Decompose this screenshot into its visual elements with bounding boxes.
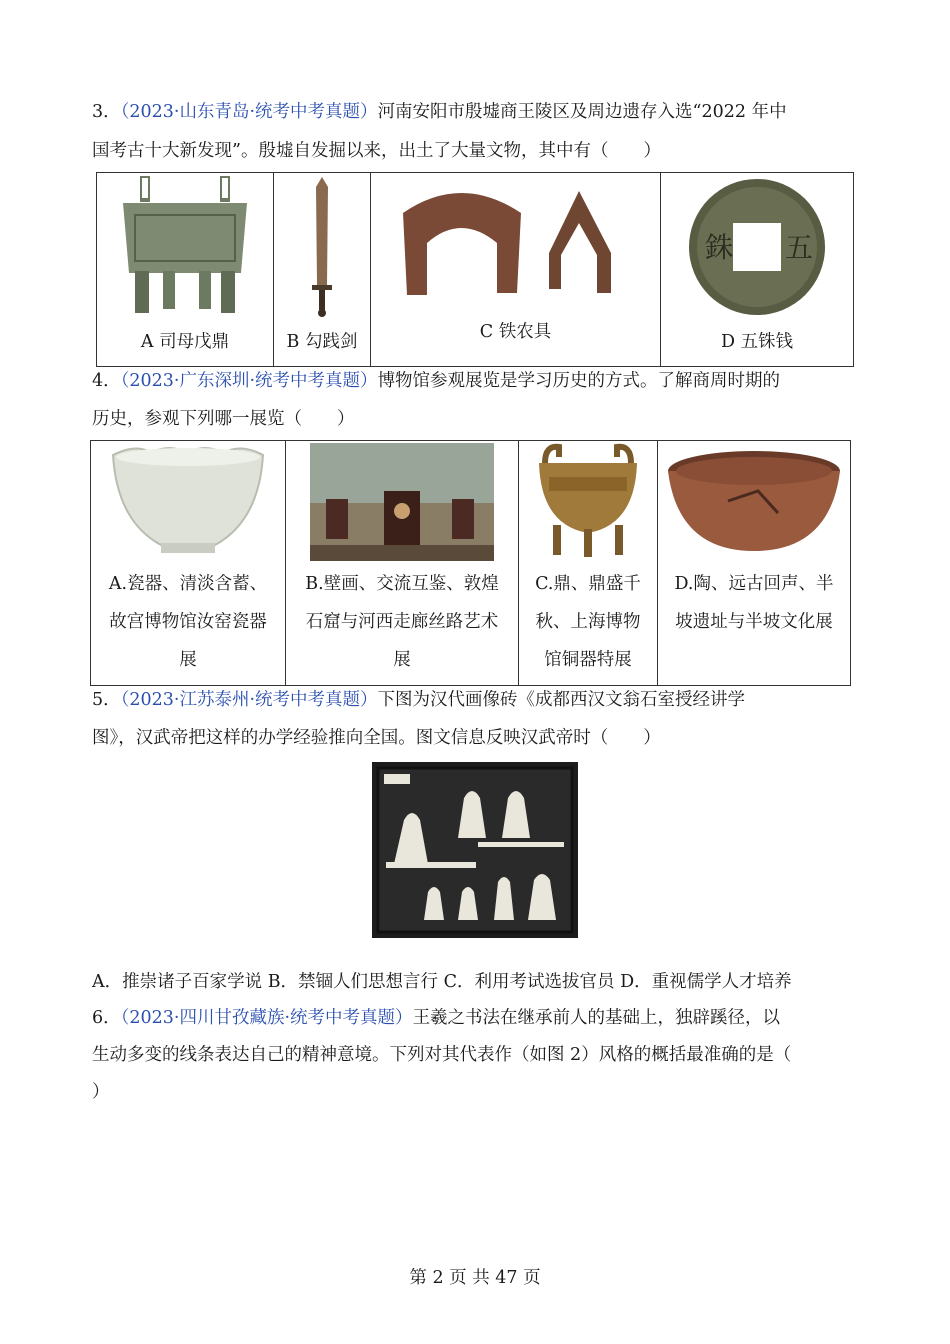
q4-source: （2023·广东深圳·统考中考真题） xyxy=(120,371,378,391)
q3-number: 3． xyxy=(92,102,121,122)
q5-source: （2023·江苏泰州·统考中考真题） xyxy=(120,690,378,710)
q4-option-a-line3: 展 xyxy=(179,650,197,670)
porcelain-bowl-icon xyxy=(91,441,285,565)
bronze-ding-icon xyxy=(97,173,273,323)
q4-stem-2: 历史，参观下列哪一展览（ ） xyxy=(92,409,355,429)
svg-text:五: 五 xyxy=(785,231,814,264)
page-footer: 第 2 页 共 47 页 xyxy=(409,1268,541,1288)
cave-murals-icon xyxy=(286,441,518,565)
q4-option-a-line2: 故宫博物馆汝窑瓷器 xyxy=(109,612,267,632)
q3-options-table xyxy=(96,172,854,367)
q4-option-b-line2: 石窟与河西走廊丝路艺术 xyxy=(305,612,499,632)
q3-option-b-label: B 勾践剑 xyxy=(286,332,358,352)
q3-option-d[interactable] xyxy=(661,173,854,367)
iron-tools-icon xyxy=(371,173,660,313)
q4-option-a-line1: A.瓷器、清淡含蓄、 xyxy=(108,574,268,594)
q4-option-d[interactable] xyxy=(658,441,851,686)
q3-option-c-label: C 铁农具 xyxy=(479,322,552,342)
q5-options[interactable]: A．推崇诸子百家学说 B．禁锢人们思想言行 C．利用考试选拔官员 D．重视儒学人才培养 xyxy=(92,972,792,992)
q3-option-a-label: A 司母戊鼎 xyxy=(140,332,230,352)
q4-option-b[interactable] xyxy=(286,441,519,686)
q3-stem-2: 国考古十大新发现”。殷墟自发掘以来，出土了大量文物，其中有（ ） xyxy=(92,141,661,161)
q4-option-c-line2: 秋、上海博物 xyxy=(535,612,641,632)
q6-stem-2: 生动多变的线条表达自己的精神意境。下列对其代表作（如图 2）风格的概括最准确的是（ xyxy=(92,1045,792,1065)
q4-option-c-line1: C.鼎、鼎盛千 xyxy=(535,574,641,594)
coin-icon xyxy=(661,173,853,323)
q4-stem-1: 博物馆参观展览是学习历史的方式。了解商周时期的 xyxy=(377,371,781,391)
q4-option-c[interactable] xyxy=(519,441,658,686)
q5-line1 xyxy=(92,688,745,712)
pottery-bowl-icon xyxy=(658,441,850,565)
q3-stem-1: 河南安阳市殷墟商王陵区及周边遗存入选“2022 年中 xyxy=(377,102,787,122)
q5-number: 5． xyxy=(92,690,121,710)
q3-option-b[interactable] xyxy=(274,173,371,367)
q5-figure xyxy=(368,758,582,942)
q3-source: （2023·山东青岛·统考中考真题） xyxy=(120,102,378,122)
q6-source: （2023·四川甘孜藏族·统考中考真题） xyxy=(120,1008,413,1028)
bronze-cauldron-icon xyxy=(519,441,657,565)
q3-line1 xyxy=(92,100,787,124)
q4-option-c-line3: 馆铜器特展 xyxy=(544,650,632,670)
q4-option-d-line2: 坡遗址与半坡文化展 xyxy=(675,612,833,632)
q6-stem-1: 王羲之书法在继承前人的基础上，独辟蹊径，以 xyxy=(412,1008,781,1028)
q3-option-d-label: D 五铢钱 xyxy=(720,332,794,352)
q6-line1 xyxy=(92,1006,780,1030)
q5-stem-2: 图》，汉武帝把这样的办学经验推向全国。图文信息反映汉武帝时（ ） xyxy=(92,728,661,748)
q4-option-d-line1: D.陶、远古回声、半 xyxy=(674,574,834,594)
q4-option-b-line3: 展 xyxy=(393,650,411,670)
q3-option-c[interactable] xyxy=(371,173,661,367)
q4-number: 4． xyxy=(92,371,121,391)
svg-text:銖: 銖 xyxy=(705,231,734,264)
q4-options-table xyxy=(90,440,851,686)
q6-number: 6． xyxy=(92,1008,121,1028)
sword-icon xyxy=(274,173,370,323)
han-brick-relief-icon xyxy=(368,758,582,942)
q3-option-a[interactable] xyxy=(97,173,274,367)
q5-stem-1: 下图为汉代画像砖《成都西汉文翁石室授经讲学 xyxy=(377,690,746,710)
q4-option-b-line1: B.壁画、交流互鉴、敦煌 xyxy=(305,574,499,594)
q6-stem-3: ） xyxy=(92,1082,110,1102)
q4-line1 xyxy=(92,369,780,393)
q4-option-a[interactable] xyxy=(91,441,286,686)
